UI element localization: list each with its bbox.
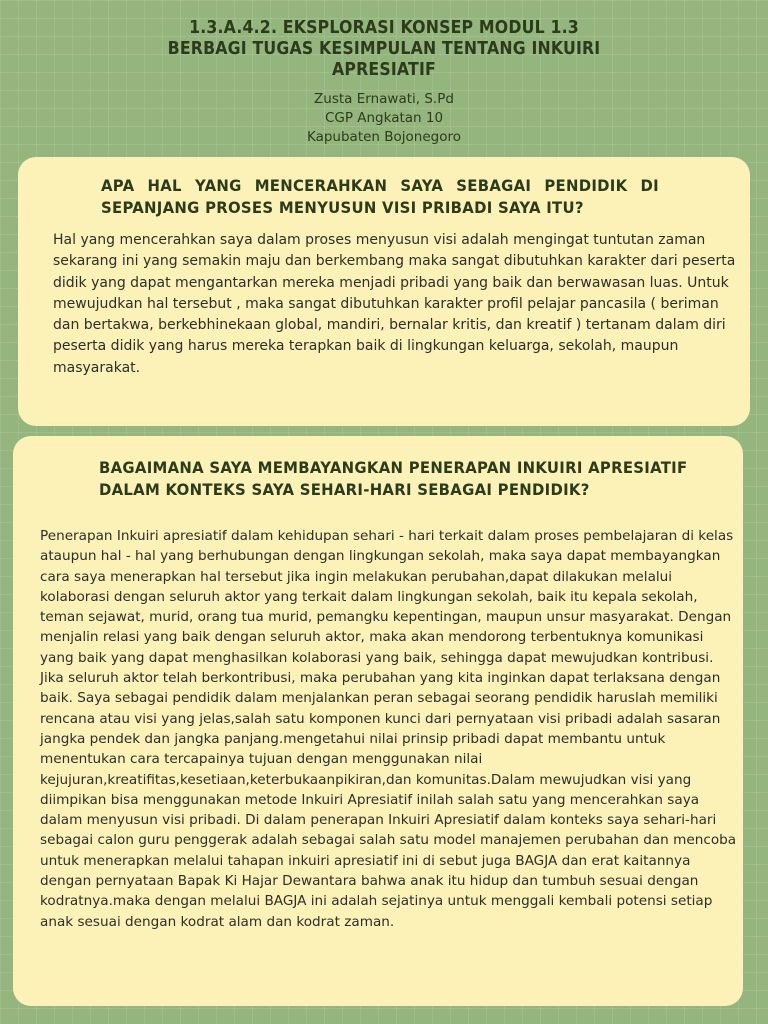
title-line-3: APRESIATIF [332,60,436,80]
author-name: Zusta Ernawati, S.Pd [314,91,454,107]
author-region: Kapubaten Bojonegoro [306,129,462,145]
question-2-line-1: BAGAIMANA SAYA MEMBAYANGKAN PENERAPAN INKUIRI APRESIATIF [99,458,688,477]
question-1-line-2: SEPANJANG PROSES MENYUSUN VISI PRIBADI SAYA ITU? [101,198,584,217]
question-heading-1 [101,175,659,219]
reflection-card-2 [13,436,743,1006]
question-1-line-1: APA HAL YANG MENCERAHKAN SAYA SEBAGAI PENDIDIK DI [101,176,659,195]
page-header [0,18,768,147]
question-heading-2 [99,457,704,501]
page-title [38,18,729,81]
author-info [0,90,768,147]
reflection-card-1 [18,157,750,426]
title-line-1: 1.3.A.4.2. EKSPLORASI KONSEP MODUL 1.3 [189,18,579,38]
answer-text-1: Hal yang mencerahkan saya dalam proses menyusun visi adalah mengingat tuntutan zaman sekarang ini yang semakin maju dan berkembang maka sangat dibutuhkan karakter dari peserta didik yang dapat mengantarkan mereka menjadi pribadi yang baik dan berwawasan luas. Untuk mewujudkan hal tersebut , maka sangat dibutuhkan karakter profil pelajar pancasila ( beriman dan bertakwa, berkebhinekaan global, mandiri, bernalar kritis, dan kreatif ) tertanam dalam diri peserta didik yang harus mereka terapkan baik di lingkungan keluarga, sekolah, maupun masyarakat. [53,232,736,376]
answer-text-2: Penerapan Inkuiri apresiatif dalam kehidupan sehari - hari terkait dalam proses pembelajaran di kelas ataupun hal - hal yang berhubungan dengan lingkungan sekolah, maka saya dapat membayangkan cara saya menerapkan hal tersebut jika ingin melakukan perubahan,dapat dilakukan melalui kolaborasi dengan seluruh aktor yang terkait dalam lingkungan sekolah, baik itu kepala sekolah, teman sejawat, murid, orang tua murid, pemangku kepentingan, maupun unsur masyarakat. Dengan menjalin relasi yang baik dengan seluruh aktor, maka akan mendorong terbentuknya komunikasi yang baik yang dapat menghasilkan kolaborasi yang baik, sehingga dapat mewujudkan kontribusi. Jika seluruh aktor telah berkontribusi, maka perubahan yang kita inginkan dapat terlaksana dengan baik. Saya sebagai pendidik dalam menjalankan peran sebagai seorang pendidik haruslah memiliki rencana atau visi yang jelas,salah satu komponen kunci dari pernyataan visi pribadi adalah sasaran jangka pendek dan jangka panjang.mengetahui nilai prinsip pribadi dapat membantu untuk menentukan cara tercapainya tujuan dengan menggunakan nilai kejujuran,kreatifitas,kesetiaan,keterbukaanpikiran,dan komunitas.Dalam mewujudkan visi yang diimpikan bisa menggunakan metode Inkuiri Apresiatif inilah salah satu yang mencerahkan saya dalam menyusun visi pribadi. Di dalam penerapan Inkuiri Apresiatif dalam konteks saya sehari-hari sebagai calon guru penggerak adalah sebagai salah satu model manajemen perubahan dan mencoba untuk menerapkan melalui tahapan inkuiri apresiatif ini di sebut juga BAGJA dan erat kaitannya dengan pernyataan Bapak Ki Hajar Dewantara bahwa anak itu hidup dan tumbuh sesuai dengan kodratnya.maka dengan melalui BAGJA ini adalah sejatinya untuk menggali kembali potensi setiap anak sesuai dengan kodrat alam dan kodrat zaman. [40,528,737,930]
question-2-line-2: DALAM KONTEKS SAYA SEHARI-HARI SEBAGAI PENDIDIK? [99,480,590,499]
title-line-2: BERBAGI TUGAS KESIMPULAN TENTANG INKUIRI [167,39,601,59]
author-cohort: CGP Angkatan 10 [324,110,444,126]
